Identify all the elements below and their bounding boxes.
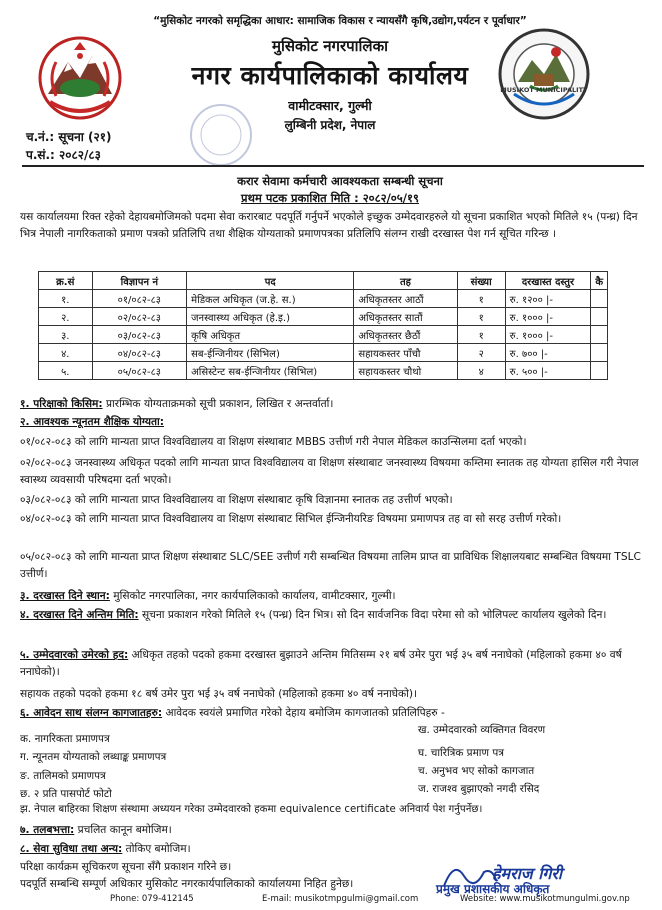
reference-number: च.नं.: सूचना (२१) — [26, 130, 112, 144]
qualification-item: ०५/०८२-०८३ को लागि मान्यता प्राप्त शिक्षण संस्थाबाट SLC/SEE उत्तीर्ण गरी सम्बन्धित विषयमा तालिम प्राप्त वा प्राविधिक शिक्षालयबाट सम्बन्धित विषयमा TSLC उत्तीर्ण। — [20, 551, 641, 580]
notice-intro: यस कार्यालयमा रिक्त रहेको देहायबमोजिमको पदमा सेवा करारबाट पदपूर्ति गर्नुपर्ने भएकोले इच्छुक उम्मेदवारहरुले यो सूचना प्रकाशित भएको मितिले १५ (पन्ध्र) दिन भित्र नेपाली नागरिकताको प्रमाण पत्रको प्रतिलिपि तथा शैक्षिक योग्यताको प्रमाणपत्रका प्रतिलिपि संलग्न राखी दरखास्त पेश गर्न सूचित गरिन्छ । — [20, 211, 638, 240]
seal-text: MUSIKOT MUNICIPALITY — [500, 86, 588, 94]
fiscal-year: प.सं.: २०८२/८३ — [26, 148, 101, 162]
section-text: प्रचलित कानून बमोजिम। — [74, 824, 172, 836]
cell-ad-no: ०५/०८२-८३ — [92, 362, 187, 380]
cell-ad-no: ०४/०८२-८३ — [92, 344, 187, 362]
section-label: ६. आवेदन साथ संलग्न कागजातहरु: — [20, 707, 163, 719]
cell-level: अधिकृतस्तर छैठौं — [354, 326, 457, 344]
col-header-post: पद — [187, 272, 354, 290]
section-text: तोकिए बमोजिम। — [122, 843, 191, 855]
cell-post: मेडिकल अधिकृत (ज.हे. स.) — [187, 290, 354, 308]
section-deadline — [20, 607, 646, 624]
document-item: ख. उम्मेदवारको व्यक्तिगत विवरण — [418, 724, 546, 736]
document-item: ङ. तालिमको प्रमाणपत्र — [20, 770, 106, 782]
table-row — [39, 290, 608, 308]
section-application-place — [20, 588, 646, 605]
table-header-row — [39, 272, 608, 290]
section-exam-type — [20, 396, 646, 413]
cell-sn: १. — [39, 290, 93, 308]
cell-level: सहायकस्तर चौथो — [354, 362, 457, 380]
cell-sn: ४. — [39, 344, 93, 362]
municipality-name: मुसिकोट नगरपालिका — [272, 37, 388, 55]
section-age-limit — [20, 647, 646, 680]
col-header-remarks: कै — [591, 272, 608, 290]
vacancy-table — [38, 271, 608, 380]
footer-email: E-mail: musikotmpgulmi@gmail.com — [262, 894, 419, 904]
col-header-level: तह — [354, 272, 457, 290]
col-header-fee: दरखास्त दस्तुर — [505, 272, 591, 290]
section-qualification-heading — [20, 414, 646, 431]
cell-fee: रु. १००० |- — [505, 326, 591, 344]
section-label: २. आवश्यक न्यूनतम शैक्षिक योग्यता: — [20, 416, 165, 428]
cell-ad-no: ०१/०८२-८३ — [92, 290, 187, 308]
cell-count: १ — [457, 290, 505, 308]
notice-title: करार सेवामा कर्मचारी आवश्यकता सम्बन्धी सूचना — [237, 174, 443, 188]
cell-remarks — [591, 308, 608, 326]
qualification-item: ०२/०८२-०८३ जनस्वास्थ्य अधिकृत पदको लागि मान्यता प्राप्त विश्वविद्यालय वा शिक्षण संस्थाबाट जनस्वास्थ्य विषयमा कम्तिमा स्नातक तह योग्यता हासिल गरी नेपाल स्वास्थ्य व्यवसायी परिषदमा दर्ता भएको। — [20, 457, 639, 486]
slogan: “मुसिकोट नगरको समृद्धिका आधार: सामाजिक विकास र न्यायसँगै कृषि,उद्योग,पर्यटन र पूर्वाधार” — [153, 15, 527, 27]
section-text: मुसिकोट नगरपालिका, नगर कार्यपालिकाको कार्यालय, वामीटक्सार, गुल्मी। — [109, 590, 396, 602]
table-row — [39, 326, 608, 344]
section-label: ५. उम्मेदवारको उमेरको हद: — [20, 649, 129, 661]
section-text: अधिकृत तहको पदको हकमा दरखास्त बुझाउने अन्तिम मितिसम्म २१ बर्ष उमेर पुरा भई ३५ बर्ष ननाघेको (महिलाको हकमा ४० वर्ष ननाघेको)। — [20, 649, 622, 678]
section-facilities — [20, 841, 646, 858]
cell-post: जनस्वास्थ्य अधिकृत (हे.इ.) — [187, 308, 354, 326]
section-documents — [20, 705, 646, 722]
list-item — [20, 724, 646, 745]
qualification-item: ०१/०८२-०८३ को लागि मान्यता प्राप्त विश्वविद्यालय वा शिक्षण संस्थाबाट MBBS उत्तीर्ण गरी नेपाल मेडिकल काउन्सिलमा दर्ता भएको। — [20, 436, 527, 448]
list-item — [20, 781, 646, 799]
document-item-equivalence: झ. नेपाल बाहिरका शिक्षण संस्थामा अध्ययन गरेका उम्मेदवारको हकमा equivalence certificate अनिवार्य पेश गर्नुपर्नेछ। — [20, 804, 483, 815]
cell-fee: रु. १००० |- — [505, 308, 591, 326]
section-label: ७. तलबभत्ता: — [20, 824, 75, 836]
cell-level: अधिकृतस्तर सातौं — [354, 308, 457, 326]
cell-remarks — [591, 344, 608, 362]
section-label: ३. दरखास्त दिने स्थान: — [20, 590, 110, 602]
closing-line: परिक्षा कार्यक्रम सूचिकरण सूचना सँगै प्रकाशन गरिने छ। — [20, 861, 232, 873]
publish-date: प्रथम पटक प्रकाशित मिति : २०८२/०५/१९ — [241, 191, 419, 205]
document-item: च. अनुभव भए सोको कागजात — [418, 765, 535, 777]
nepal-emblem-icon — [34, 32, 126, 124]
cell-fee: रु. ५०० |- — [505, 362, 591, 380]
cell-fee: रु. ७०० |- — [505, 344, 591, 362]
cell-post: कृषि अधिकृत — [187, 326, 354, 344]
cell-sn: २. — [39, 308, 93, 326]
section-salary — [20, 822, 646, 839]
cell-count: १ — [457, 308, 505, 326]
cell-remarks — [591, 290, 608, 308]
col-header-sn: क्र.सं — [39, 272, 93, 290]
cell-ad-no: ०३/०८२-८३ — [92, 326, 187, 344]
cell-level: अधिकृतस्तर आठौं — [354, 290, 457, 308]
cell-remarks — [591, 326, 608, 344]
list-item — [20, 763, 646, 781]
signatory-name: हेमराज गिरी — [492, 864, 563, 883]
col-header-ad-no: विज्ञापन नं — [92, 272, 187, 290]
cell-remarks — [591, 362, 608, 380]
office-title: नगर कार्यपालिकाको कार्यालय — [191, 61, 469, 90]
closing-line: पदपूर्ति सम्बन्धि सम्पूर्ण अधिकार मुसिकोट नगरकार्यपालिकाको कार्यालयमा निहित हुनेछ। — [20, 878, 354, 890]
cell-ad-no: ०२/०८२-८३ — [92, 308, 187, 326]
document-item: छ. २ प्रति पासपोर्ट फोटो — [20, 788, 112, 800]
province: लुम्बिनी प्रदेश, नेपाल — [284, 118, 376, 132]
age-limit-assistant: सहायक तहको पदको हकमा १८ बर्ष उमेर पुरा भई ३५ वर्ष ननाघेको (महिलाको हकमा ४० वर्ष ननाघेको)। — [20, 688, 417, 700]
section-text: सूचना प्रकाशन गरेको मितिले १५ (पन्ध्र) दिन भित्र। सो दिन सार्वजनिक विदा परेमा सो को भोलिपल्ट कार्यालय खुलेको दिन। — [138, 609, 607, 621]
document-item: घ. चारित्रिक प्रमाण पत्र — [418, 747, 504, 759]
office-address: वामीटक्सार, गुल्मी — [288, 98, 372, 113]
section-label: १. परिक्षाको किसिम: — [20, 398, 103, 410]
section-label: ४. दरखास्त दिने अन्तिम मिति: — [20, 609, 139, 621]
cell-sn: ५. — [39, 362, 93, 380]
cell-post: असिस्टेन्ट सब-ईन्जिनीयर (सिभिल) — [187, 362, 354, 380]
list-item — [20, 745, 646, 763]
table-row — [39, 362, 608, 380]
section-text: प्रारम्भिक योग्यताक्रमको सूची प्रकाशन, लिखित र अन्तर्वार्ता। — [102, 398, 334, 410]
qualification-item: ०३/०८२-०८३ को लागि मान्यता प्राप्त विश्वविद्यालय वा शिक्षण संस्थाबाट कृषि विज्ञानमा स्नातक तह उत्तीर्ण भएको। — [20, 494, 453, 506]
table-row — [39, 308, 608, 326]
header-divider — [22, 165, 644, 167]
cell-count: ४ — [457, 362, 505, 380]
cell-sn: ३. — [39, 326, 93, 344]
document-item: ज. राजश्व बुझाएको नगदी रसिद — [418, 783, 540, 795]
footer-website: Website: www.musikotmungulmi.gov.np — [460, 894, 630, 904]
documents-list — [20, 724, 646, 800]
cell-count: २ — [457, 344, 505, 362]
cell-post: सब-ईन्जिनीयर (सिभिल) — [187, 344, 354, 362]
signatory-designation: प्रमुख प्रशासकीय अधिकृत — [436, 882, 550, 896]
cell-count: १ — [457, 326, 505, 344]
table-row — [39, 344, 608, 362]
document-item: ग. न्यूनतम योग्यताको लब्धाङ्क प्रमाणपत्र — [20, 751, 167, 763]
document-item: क. नागरिकता प्रमाणपत्र — [20, 733, 110, 745]
qualification-item: ०४/०८२-०८३ को लागि मान्यता प्राप्त विश्वविद्यालय वा शिक्षण संस्थाबाट सिभिल ईन्जिनीयरिङ विषयमा प्रमाणपत्र तह वा सो सरह उत्तीर्ण गरेको। — [20, 513, 562, 525]
section-text: आवेदक स्वयंले प्रमाणित गरेको देहाय बमोजिम कागजातको प्रतिलिपिहरु - — [162, 707, 445, 719]
section-label: ८. सेवा सुविधा तथा अन्य: — [20, 843, 123, 855]
cell-fee: रु. १२०० |- — [505, 290, 591, 308]
footer-phone: Phone: 079-412145 — [110, 894, 194, 904]
cell-level: सहायकस्तर पाँचौ — [354, 344, 457, 362]
col-header-count: संख्या — [457, 272, 505, 290]
